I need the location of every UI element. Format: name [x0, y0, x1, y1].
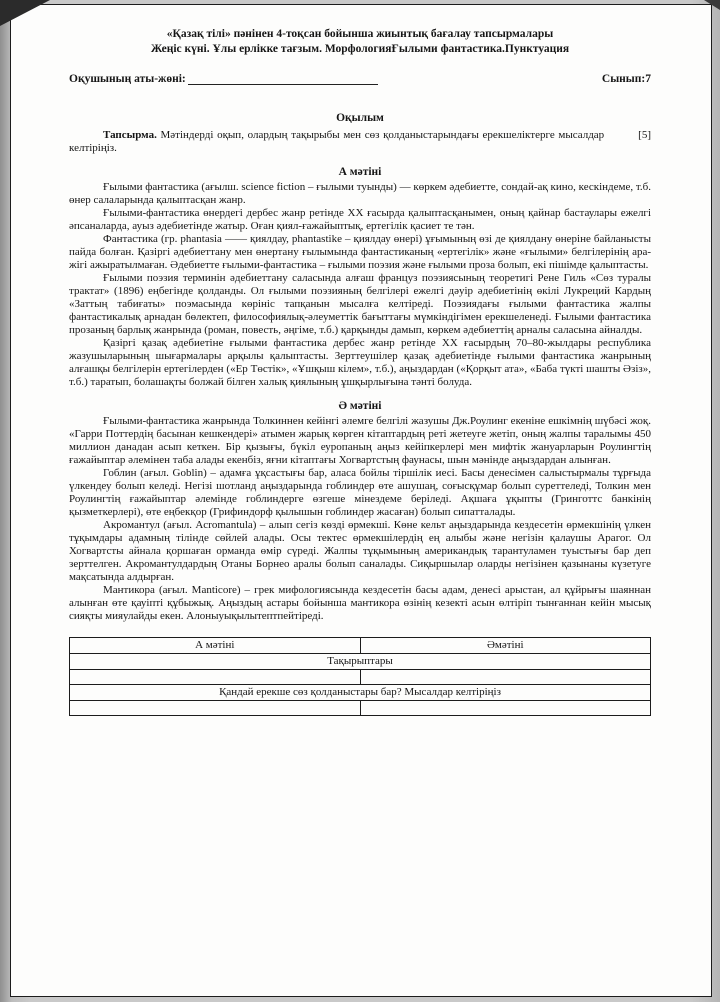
student-name-label: Оқушының аты-жөні:: [69, 73, 186, 85]
score-badge: [5]: [638, 129, 651, 141]
text-b-paragraph: Акромантул (ағыл. Acromantula) – алып сегіз көзді өрмекші. Көне кельт аңыздарында кездесетін өрмекшінің үлкен тұқымдары адамның тілінде сөйлей алады. Осы тектес өрмекшілердің ең алыбы және негізін қалаушы Арагог. Ол Хогвартсты айнала қоршаған орманда өмір сүреді. Жалпы тұқымының американдық тарантуламен туыстығы бар деп зерттелген. Акромантулдардың Отаны Борнео аралы болып саналады. Сиқыршылар оларды негізінен қазынаны күзетуге мақсатында алдырған.: [69, 519, 651, 583]
table-empty-row: [70, 701, 651, 716]
text-a-paragraph: Ғылыми-фантастика өнердегі дербес жанр ретінде XX ғасырда қалыптасқанымен, оның қайнар бастаулары ежелгі әпсаналарда, ауыз әдебиетінде жатыр. Оған қиял-ғажайыптық, ертегілік қасиет те тән.: [69, 207, 651, 232]
task-label: Тапсырма.: [103, 129, 157, 141]
text-b-paragraph: Мантикора (ағыл. Manticore) – грек мифологиясында кездесетін басы адам, денесі арыстан, ал құйрығы шаяннан алынған өте қауіпті құбыжық. Аңыздың астары бойынша мантикора өзінің кезекті асын өлтіріп тынғаннан кейін мысық сияқты мияулайды екен. Алоныуықылытептпейтіреді.: [69, 584, 651, 622]
scan-corner-shadow-top-right: [704, 0, 720, 10]
text-a-heading: А мәтіні: [338, 166, 382, 178]
text-b-paragraph: Гоблин (ағыл. Goblin) – адамға ұқсастығы бар, аласа бойлы тіршілік иесі. Басы денесімен салыстырмалы тұрғыда үлкендеу болып келеді. Негізі шотланд аңыздарында гоблиндер өте ашушаң, соғысқұмар болып суреттеледі, Толкин мен Роулингтің ғажайыптар әлемінде гоблиндерге өзгеше мінездеме беріледі. Ақшаға ұқыпты (Гринготтс банкінің қызметкерлері), өте еңбекқор (Грифиндорф қылышын гоблиндер жасаған) болып сипатталады.: [69, 467, 651, 518]
scan-corner-shadow-top-left: [0, 0, 50, 26]
table-topics-label: Тақырыптары: [70, 654, 651, 670]
text-a-paragraph: Қазіргі қазақ әдебиетіне ғылыми фантастика дербес жанр ретінде XX ғасырдың 70–80-жылдары республика жазушыларының шығармалары арқылы қалыптасты. Зерттеушілер қазақ әдебиетінде ғылыми фантастика жанрының алғашқы белгілерін ертегілерден («Ер Төстік», «Ұшқыш кілем», т.б.), аңыздардан («Қорқыт ата», «Баба түкті шашты Әзіз», т.б.) таратып, болашақты болжай білген халық қиялының ұшқырлығына тәнті болуда.: [69, 337, 651, 388]
document-title-line-1: «Қазақ тілі» пәнінен 4-тоқсан бойынша жиынтық бағалау тапсырмалары: [166, 28, 554, 40]
task-text: Мәтіндерді оқып, олардың тақырыбы мен сөз қолданыстарындағы ерекшеліктерге мысалдар келтіріңіз.: [69, 129, 605, 154]
answer-table: [69, 637, 651, 716]
task-paragraph: [69, 129, 651, 155]
table-empty-row: [70, 670, 651, 685]
table-empty-cell-a: [70, 701, 361, 716]
document-title-line-2: Жеңіс күні. Ұлы ерлікке тағзым. МорфологияҒылыми фантастика.Пунктуация: [150, 43, 570, 55]
table-empty-cell-b: [360, 701, 651, 716]
text-a-paragraph: Ғылыми фантастика (ағылш. science fiction – ғылыми туынды) — көркем әдебиетте, сондай-ақ кино, кескіндеме, т.б. өнер салаларында қалыптасқан жанр.: [69, 181, 651, 206]
table-question-row: [70, 685, 651, 701]
text-a-paragraph: Фантастика (гр. phantasia —— қиялдау, phantastike – қиялдау өнері) ұғымының өзі де қиялдану өнеріне байланысты пайда болған. Қазіргі әдебиеттану мен өнертану ғылымында фантастиканың «ертегілік» және «ғылыми» белгілерінің ара-жігі ажыратылмаған. Әдебиетте ғылыми-фантастика – ғылыми поэзия және ғылыми проза болып, екі пішімде қалыптасты.: [69, 233, 651, 271]
student-name-blank-line: [188, 73, 378, 85]
student-info-row: [69, 73, 651, 85]
table-header-row: [70, 638, 651, 654]
table-header-text-a: А мәтіні: [70, 638, 361, 654]
table-empty-cell-b: [360, 670, 651, 685]
table-question-label: Қандай ерекше сөз қолданыстары бар? Мысалдар келтіріңіз: [70, 685, 651, 701]
text-a-paragraph: Ғылыми поэзия терминін әдебиеттану саласында алғаш француз поэзиясының теоретигі Рене Гиль «Сөз туралы трактат» (1896) еңбегінде қолданды. Ол ғылыми поэзияның белгілері ежелгі дәуір әдебиетінің өкілі Лукреций Кардың «Заттың табиғаты» поэмасында көрініс тапқанын мысалға келтіреді. Поэзиядағы ғылыми фантастика жалпы фантастикалық арнадан бөлектеп, философиялық-әлеуметтік бағыттағы мүмкіндігімен ерекшеленеді. Ғылыми фантастика прозаның барлық жанрында (роман, повесть, әңгіме, т.б.) қарқынды дамып, көркем әдебиеттің арналы саласына айналды.: [69, 272, 651, 336]
text-b-heading: Ә мәтіні: [338, 400, 382, 412]
table-header-text-b: Әмәтіні: [360, 638, 651, 654]
class-label: Сынып:7: [601, 73, 651, 85]
student-name-block: [69, 73, 378, 85]
table-topics-row: [70, 654, 651, 670]
table-empty-cell-a: [70, 670, 361, 685]
text-b-paragraph: Ғылыми-фантастика жанрында Толкиннен кейінгі әлемге белгілі жазушы Дж.Роулинг екеніне ешкімнің шүбәсі жоқ. «Гарри Поттердің басынан кешкендері» атымен жарық көрген кітаптардың реті жетеуге жетіп, оның жалпы таралымы 450 миллион данадан асып кеткен. Бір қызығы, бүкіл еуропаның аңыз кейіпкерлері мен мифтік жануарларын Роулингтің ғажайыптар әлемінен таба алады екенбіз, яғни кітаптағы Хогвартстың фаунасы, шын мәнінде аңыздардан алынған.: [69, 415, 651, 466]
document-page: [10, 4, 712, 997]
section-heading-reading: Оқылым: [336, 112, 384, 124]
